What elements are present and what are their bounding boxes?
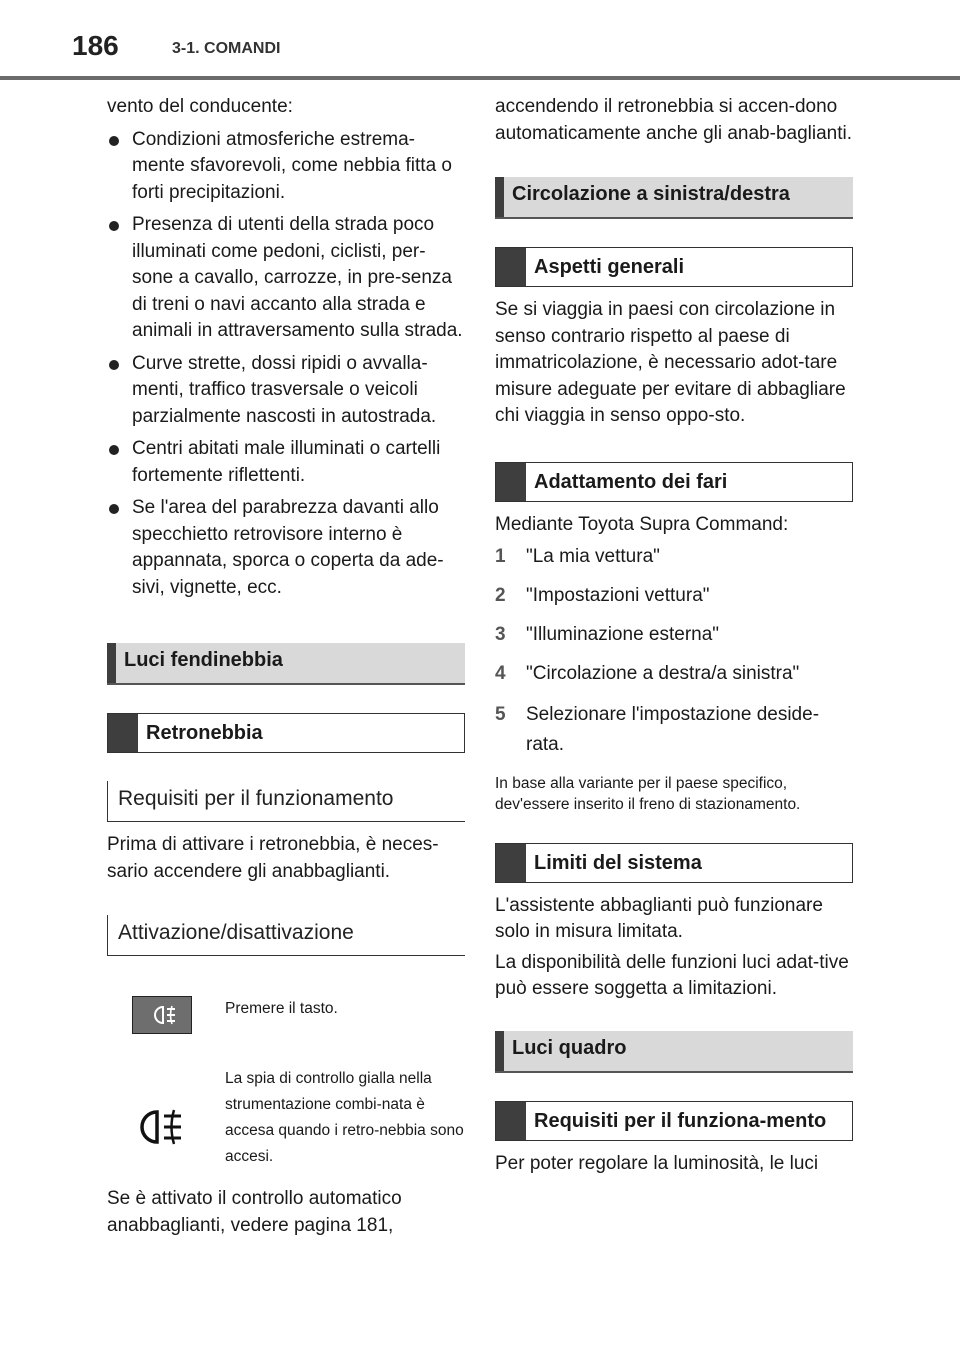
minor-heading-requirements [107,781,465,822]
list-item: Curve strette, dossi ripidi o avvalla-menti, traffico trasversale o veicoli parzialmente nascosti in autostrada. [107,351,465,431]
conditions-list [107,127,465,602]
auto-control-text: Se è attivato il controllo automatico anabbaglianti, vedere pagina 181, [107,1188,402,1236]
subsection-heading-general [495,247,853,287]
heading-text: Adattamento dei fari [534,470,728,493]
limits-text-2: La disponibilità delle funzioni luci adat-tive può essere soggetta a limitazioni. [495,951,849,999]
list-item: 1 "La mia vettura" [495,546,660,567]
minor-heading-activation [107,915,465,956]
rear-fog-indicator-icon [137,1106,189,1153]
list-item: 3 "Illuminazione esterna" [495,624,720,645]
heading-text: Requisiti per il funzionamento [118,787,394,810]
list-item: Centri abitati male illuminati o cartelli fortemente riflettenti. [107,436,465,489]
continued-text: accendendo il retronebbia si accen-dono automaticamente anche gli anab-baglianti. [495,96,853,144]
section-heading-traffic-side [495,177,853,219]
header-rule [0,76,960,80]
icon-table [107,956,465,1186]
heading-text: Luci fendinebbia [124,649,283,671]
panel-text: Per poter regolare la luminosità, le luci [495,1152,819,1174]
list-item: 2 "Impostazioni vettura" [495,585,710,606]
list-item: 4 "Circolazione a destra/a sinistra" [495,663,800,684]
rear-fog-button-icon [132,996,192,1034]
subsection-heading-requirements [495,1101,853,1141]
section-heading-panel-lights [495,1031,853,1073]
heading-text: Requisiti per il funziona-mento [534,1109,827,1132]
adapt-text: Mediante Toyota Supra Command: [495,513,789,535]
list-item: Condizioni atmosferiche estrema-mente sfavorevoli, come nebbia fitta o forti precipitazioni. [107,127,465,207]
note-text: In base alla variante per il paese specifico, dev'essere inserito il freno di stazionamento. [495,774,801,813]
requirements-text: Prima di attivare i retronebbia, è neces-sario accendere gli anabbaglianti. [107,834,439,882]
subsection-heading-system-limits [495,843,853,883]
heading-text: Circolazione a sinistra/destra [512,183,790,205]
page-header [0,0,960,80]
subsection-heading-headlight-adapt [495,462,853,502]
heading-marker [496,844,526,882]
list-item: 5 Selezionare l'impostazione deside-rata. [495,704,820,755]
right-column [495,94,853,1181]
heading-marker [495,1031,504,1071]
heading-marker [496,463,526,501]
heading-text: Retronebbia [146,722,263,744]
heading-marker [495,177,504,217]
heading-marker [107,643,116,683]
section-heading-fog-lights [107,643,465,685]
page-number: 186 [72,30,119,61]
chapter-title: 3-1. COMANDI [172,40,281,57]
heading-marker [496,248,526,286]
heading-text: Attivazione/disattivazione [118,921,354,944]
list-item: Presenza di utenti della strada poco illuminati come pedoni, ciclisti, per-sone a cavallo, carrozze, in pre-senza di treni o navi accanto alla strada e animali in attraversamento sulla strada. [107,212,465,345]
steps-list [495,544,853,760]
list-item: Se l'area del parabrezza davanti allo specchietto retrovisore interno è appannata, sporca o coperta da ade-sivi, vignette, ecc. [107,495,465,601]
heading-text: Luci quadro [512,1036,627,1059]
intro-text: vento del conducente: [107,96,293,117]
heading-text: Limiti del sistema [534,851,702,874]
button-description: Premere il tasto. [225,1000,338,1017]
heading-text: Aspetti generali [534,256,685,278]
indicator-description: La spia di controllo gialla nella strumentazione combi-nata è accesa quando i retro-nebbia sono accesi. [225,1070,464,1165]
subsection-heading-rear-fog [107,713,465,753]
left-column [107,94,465,1243]
heading-marker [496,1102,526,1140]
heading-marker [108,714,138,752]
limits-text-1: L'assistente abbaglianti può funzionare solo in misura limitata. [495,894,823,942]
general-text: Se si viaggia in paesi con circolazione in senso contrario rispetto al paese di immatricolazione, è necessario adot-tare misure adeguate per evitare di abbagliare chi viaggia in senso oppo-sto. [495,299,846,426]
